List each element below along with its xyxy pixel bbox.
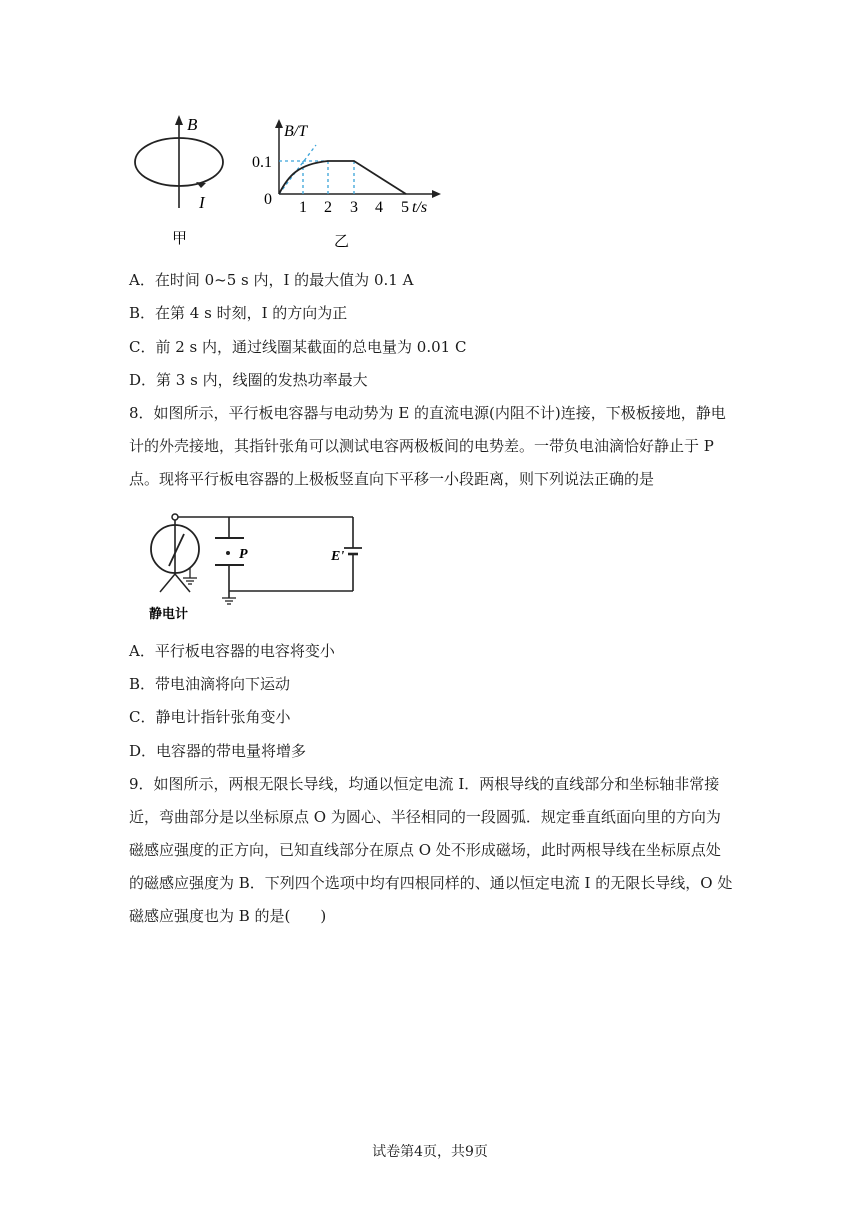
- point-label: P: [239, 547, 248, 562]
- figure-bt-graph: [248, 112, 448, 252]
- field-label: B: [187, 115, 198, 134]
- q8-stem: [129, 397, 729, 496]
- q9-line-1: 9．如图所示，两根无限长导线，均通以恒定电流 I．两根导线的直线部分和坐标轴非常接: [129, 775, 720, 793]
- x-tick-5: 5: [401, 199, 409, 216]
- page-footer: 试卷第4页，共9页: [372, 1144, 488, 1160]
- q7-option-c: C．前 2 s 内，通过线圈某截面的总电量为 0.01 C: [129, 338, 467, 356]
- q7-option-d: D．第 3 s 内，线圈的发热功率最大: [129, 371, 368, 389]
- graph-caption: 乙: [334, 232, 350, 250]
- q8-line-2: 计的外壳接地，其指针张角可以测试电容两极板间的电势差。一带负电油滴恰好静止于 P: [129, 437, 714, 455]
- figure-loop: [128, 112, 228, 252]
- x-tick-4: 4: [375, 199, 383, 216]
- electrometer-needle: [169, 534, 184, 566]
- y-tick-label: 0.1: [252, 154, 272, 171]
- x-axis-label: t/s: [412, 199, 428, 216]
- q7-option-b: B．在第 4 s 时刻，I 的方向为正: [129, 304, 348, 322]
- q9-stem: [129, 768, 733, 933]
- q8-line-1: 8．如图所示，平行板电容器与电动势为 E 的直流电源(内阻不计)连接，下极板接地，静电: [129, 404, 726, 422]
- q9-line-4: 的磁感应强度为 B．下列四个选项中均有四根同样的、通以恒定电流 I 的无限长导线，O 处: [129, 874, 733, 892]
- q8-option-d: D．电容器的带电量将增多: [129, 742, 307, 760]
- meter-label: 静电计: [149, 607, 189, 622]
- q7-option-a: A．在时间 0~5 s 内，I 的最大值为 0.1 A: [129, 271, 414, 289]
- figure-capacitor-circuit: [138, 508, 368, 628]
- q8-option-b: B．带电油滴将向下运动: [129, 675, 291, 693]
- x-tick-3: 3: [350, 199, 358, 216]
- q9-line-5: 磁感应强度也为 B 的是( ): [129, 907, 327, 925]
- current-label: I: [199, 193, 205, 212]
- y-axis-label: B/T: [284, 123, 308, 140]
- origin-label: 0: [264, 191, 272, 208]
- q9-line-3: 磁感应强度的正方向，已知直线部分在原点 O 处不形成磁场，此时两根导线在坐标原点处: [129, 841, 721, 859]
- x-tick-2: 2: [324, 199, 332, 216]
- oil-drop: [226, 551, 230, 555]
- q8-line-3: 点。现将平行板电容器的上极板竖直向下平移一小段距离，则下列说法正确的是: [129, 470, 655, 488]
- q9-line-2: 近，弯曲部分是以坐标原点 O 为圆心、半径相同的一段圆弧．规定垂直纸面向里的方向为: [129, 808, 721, 826]
- x-tick-1: 1: [299, 199, 307, 216]
- loop-caption: 甲: [172, 229, 188, 247]
- source-label: E': [331, 549, 345, 564]
- q8-option-c: C．静电计指针张角变小: [129, 708, 291, 726]
- q8-option-a: A．平行板电容器的电容将变小: [129, 642, 335, 660]
- b-curve: [279, 161, 406, 194]
